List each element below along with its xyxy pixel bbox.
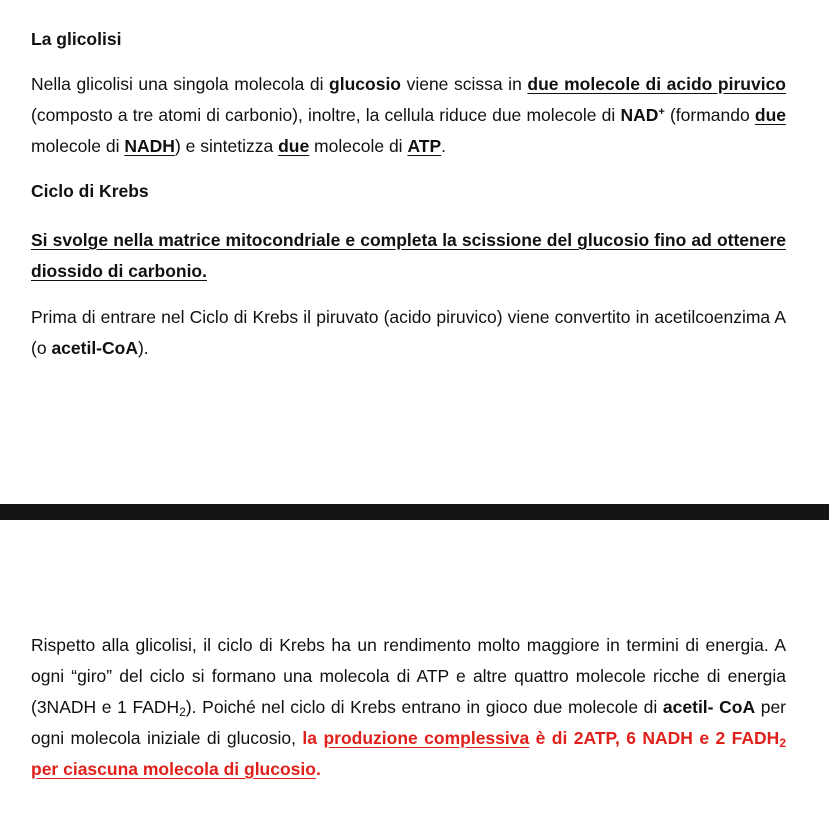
paragraph-glicolisi xyxy=(31,69,786,162)
text: (formando xyxy=(664,105,755,125)
term-acetil-coa: acetil-CoA xyxy=(51,338,138,358)
highlight-la: la xyxy=(302,728,324,748)
term-acetil-coa: acetil- CoA xyxy=(662,697,756,717)
term-due: due xyxy=(754,105,786,125)
paragraph-krebs-statement: Si svolge nella matrice mitocondriale e completa la scissione del glucosio fino ad ottenere diossido di carbonio. xyxy=(31,230,786,281)
heading-glicolisi: La glicolisi xyxy=(31,29,122,49)
term-glucosio: glucosio xyxy=(329,74,401,94)
subscript-2: 2 xyxy=(779,736,787,750)
text: ) e sintetizza xyxy=(174,136,279,156)
nad-superscript: + xyxy=(658,106,665,118)
highlight-produzione-complessiva: produzione complessiva xyxy=(323,728,530,748)
highlight-per-ciascuna-molecola: per ciascuna molecola di glucosio xyxy=(31,759,316,779)
term-due: due xyxy=(278,136,310,156)
text: Nella glicolisi una singola molecola di xyxy=(31,74,330,94)
text: . xyxy=(441,136,447,156)
term-atp: ATP xyxy=(407,136,442,156)
text: . xyxy=(315,759,321,779)
highlight-result: è di 2ATP, 6 NADH e 2 FADH xyxy=(529,728,780,748)
paragraph-piruvato xyxy=(31,302,786,364)
heading-ciclo-di-krebs: Ciclo di Krebs xyxy=(31,181,149,201)
text: molecole di xyxy=(31,136,125,156)
paragraph-rendimento xyxy=(31,630,786,785)
text: Rispetto alla glicolisi, il ciclo di Krebs ha un rendimento molto maggiore in termini di energia. A ogni “giro” del ciclo si formano una molecola di ATP e altre quattro molecole ricche di energia (3NADH e 1 FADH xyxy=(31,635,786,717)
text: molecole di xyxy=(309,136,408,156)
term-nadh: NADH xyxy=(124,136,175,156)
text: viene scissa in xyxy=(401,74,528,94)
text: ). Poiché nel ciclo di Krebs entrano in gioco due molecole di xyxy=(185,697,663,717)
text: ). xyxy=(137,338,149,358)
page-divider xyxy=(0,504,829,520)
text: Prima di entrare nel Ciclo di Krebs il piruvato (acido piruvico) viene convertito in acetilcoenzima A (o xyxy=(31,307,786,358)
term-due-molecole-acido-piruvico: due molecole di acido piruvico xyxy=(527,74,786,94)
text: per ogni molecola iniziale di glucosio, xyxy=(31,697,787,748)
text: (composto a tre atomi di carbonio), inoltre, la cellula riduce due molecole di xyxy=(31,105,621,125)
subscript-2: 2 xyxy=(179,705,186,719)
term-nad: NAD xyxy=(620,105,659,125)
